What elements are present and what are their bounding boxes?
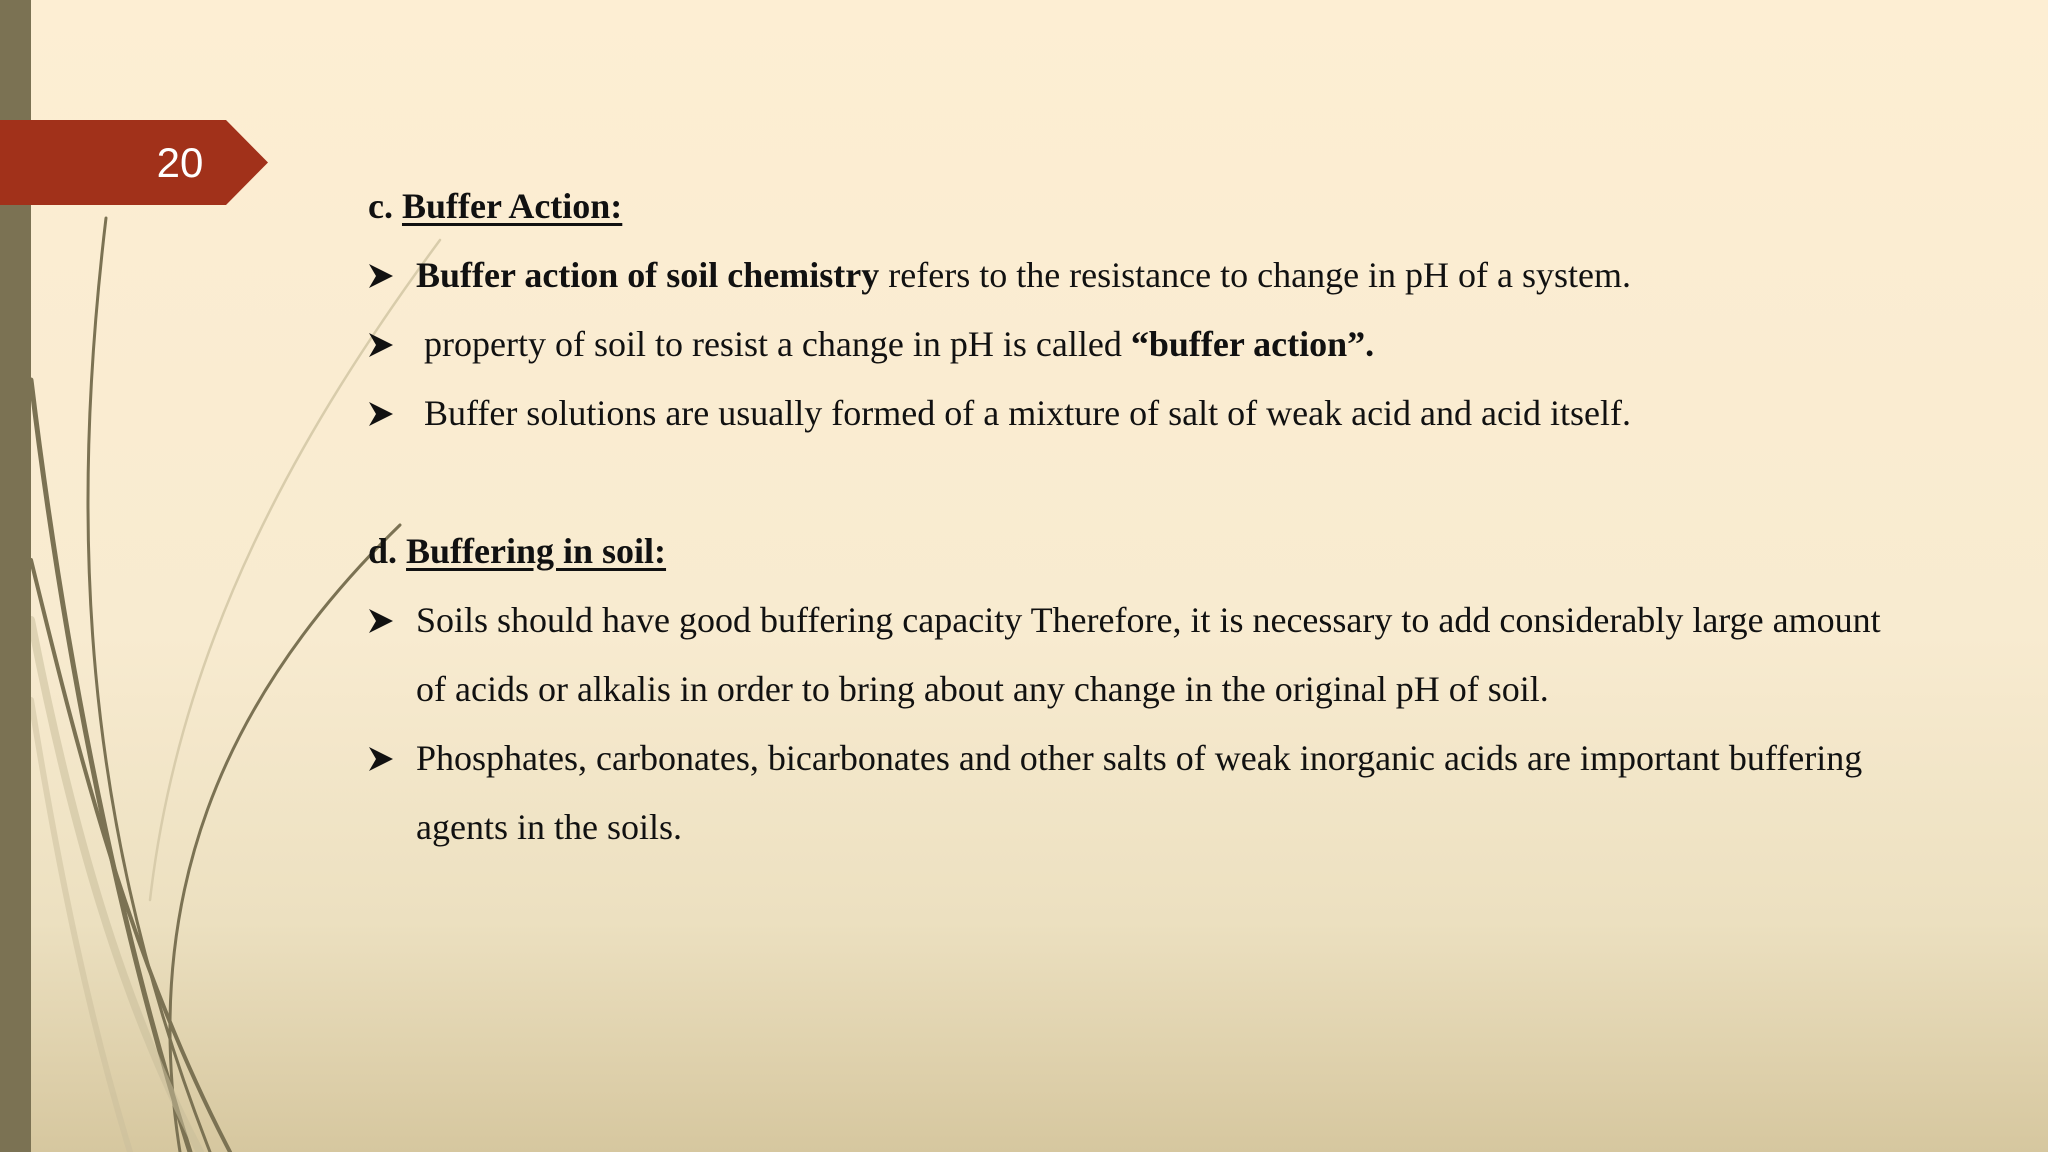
section-heading-buffering-in-soil: [368, 521, 666, 581]
arrow-bullet-icon: [368, 310, 402, 379]
arrow-bullet-icon: [368, 586, 402, 655]
decor-curve-4: [170, 525, 400, 1152]
bullet-text: [416, 241, 1886, 310]
bullet-text: [424, 310, 1894, 379]
bullet-text-lead: property of soil to resist a change in pH is called: [424, 324, 1131, 364]
bullet-item: [368, 379, 1888, 448]
section-label: c.: [368, 186, 393, 226]
decor-curve-2: [31, 380, 190, 1152]
arrow-bullet-icon: [368, 241, 402, 310]
bullet-text: Soils should have good buffering capacity Therefore, it is necessary to add considerably large amount of acids or alkalis in order to bring about any change in the original pH of soil.: [416, 600, 1881, 709]
arrow-bullet-icon: [368, 379, 402, 448]
section-title: Buffer Action:: [401, 186, 623, 226]
section-title: Buffering in soil:: [406, 531, 667, 571]
bullet-bold-tail: “buffer action”.: [1130, 324, 1375, 364]
bullet-bold-lead: Buffer action of soil chemistry: [416, 255, 880, 295]
bullet-text: Phosphates, carbonates, bicarbonates and other salts of weak inorganic acids are important buffering agents in the soils.: [416, 738, 1863, 847]
slide-number: 20: [156, 139, 204, 186]
section-heading-buffer-action: [368, 176, 622, 236]
bullet-item: [368, 586, 1888, 724]
bullet-item: [368, 241, 1888, 310]
bullet-text: Buffer solutions are usually formed of a mixture of salt of weak acid and acid itself.: [424, 393, 1631, 433]
decor-curve-7: [31, 700, 130, 1152]
section-label: d.: [368, 531, 398, 571]
bullet-item: [368, 310, 1888, 379]
bullet-text-rest: refers to the resistance to change in pH of a system.: [879, 255, 1632, 295]
bullet-item: [368, 724, 1888, 862]
arrow-bullet-icon: [368, 724, 402, 793]
